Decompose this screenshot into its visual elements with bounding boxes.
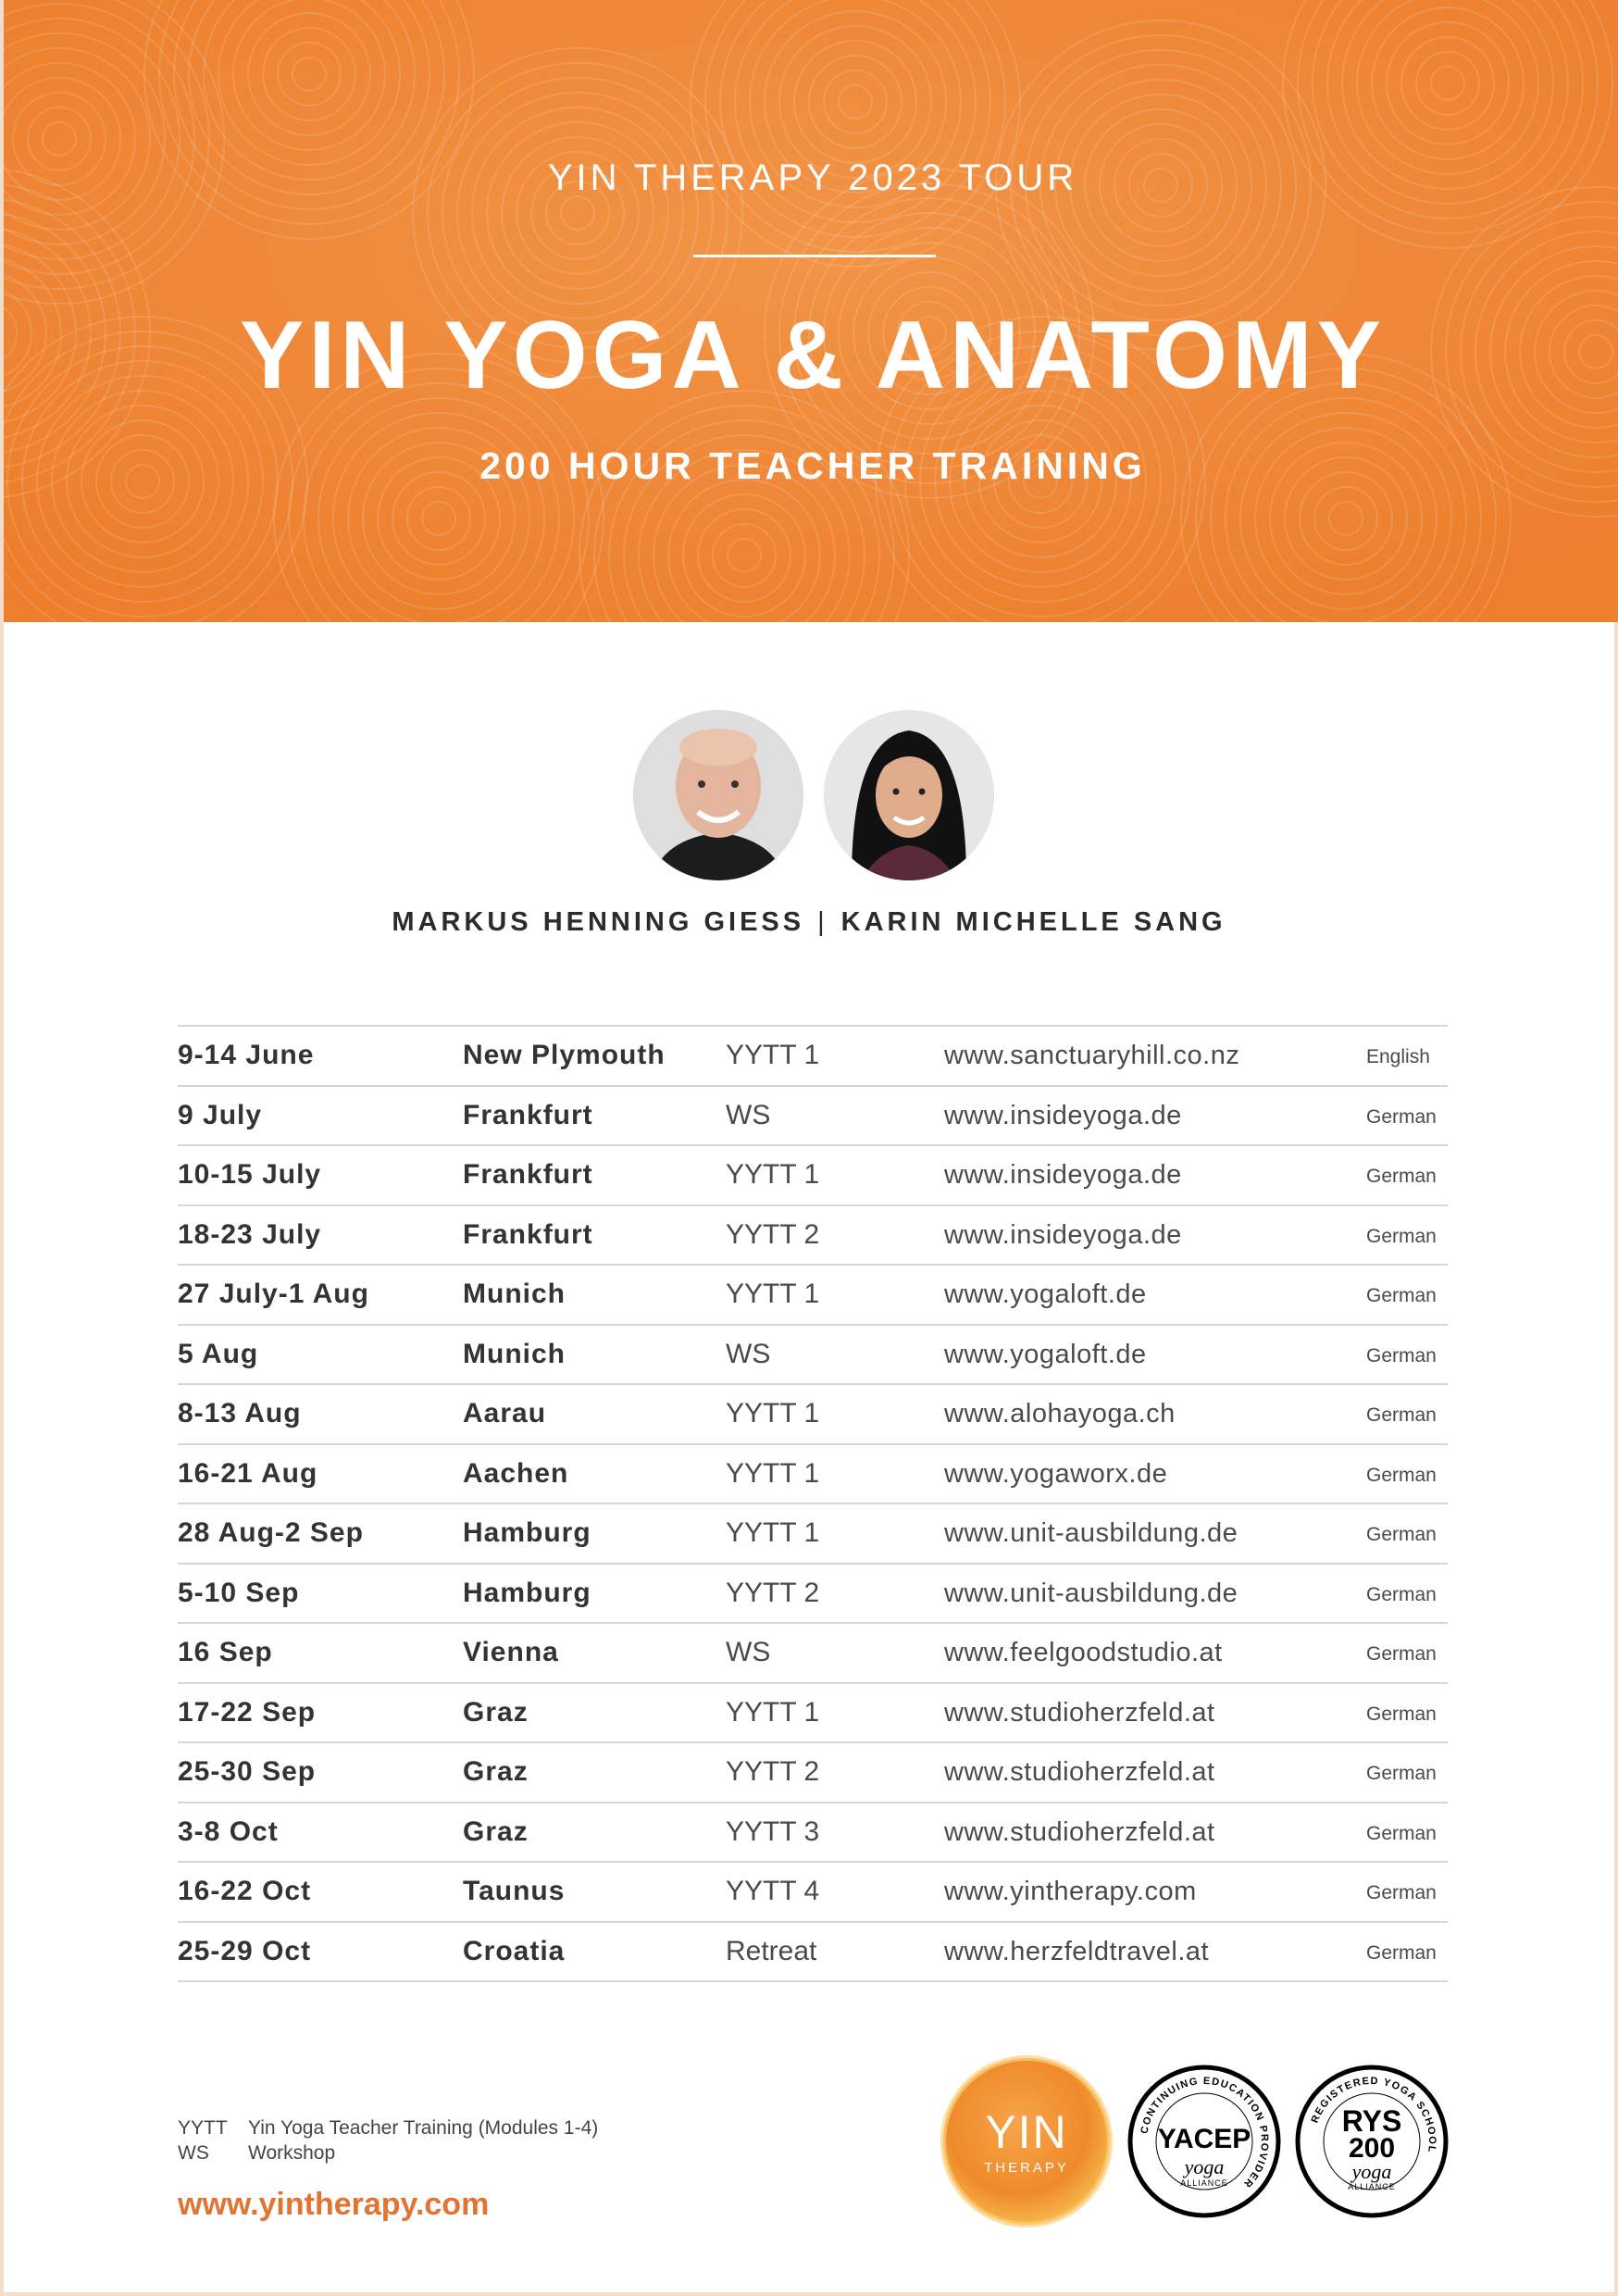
url-link[interactable]: www.unit-ausbildung.de bbox=[944, 1518, 1238, 1548]
url-link[interactable]: www.feelgoodstudio.at bbox=[944, 1638, 1223, 1667]
city-cell: Croatia bbox=[463, 1935, 566, 1966]
city-cell: Frankfurt bbox=[463, 1159, 593, 1190]
url-link[interactable]: www.studioherzfeld.at bbox=[944, 1757, 1215, 1787]
type-cell: YYTT 1 bbox=[726, 1457, 820, 1489]
language-cell: German bbox=[1366, 1822, 1437, 1844]
type-cell: YYTT 1 bbox=[726, 1517, 820, 1548]
yin-logo-text: YIN bbox=[985, 2106, 1068, 2158]
language-cell: German bbox=[1366, 1643, 1437, 1665]
url-link[interactable]: www.studioherzfeld.at bbox=[944, 1697, 1215, 1728]
url-link[interactable]: www.insideyoga.de bbox=[944, 1100, 1182, 1130]
city-cell: New Plymouth bbox=[463, 1040, 666, 1070]
date-cell: 25-29 Oct bbox=[178, 1935, 312, 1966]
table-row bbox=[178, 1324, 1448, 1384]
url-link[interactable]: www.unit-ausbildung.de bbox=[944, 1578, 1238, 1608]
rys-text: RYS bbox=[1341, 2104, 1402, 2138]
city-cell: Aarau bbox=[463, 1398, 547, 1429]
date-cell: 9 July bbox=[178, 1099, 263, 1130]
teacher-name-2: KARIN MICHELLE SANG bbox=[840, 907, 1226, 937]
divider-line bbox=[693, 255, 936, 257]
website-link[interactable]: www.yintherapy.com bbox=[178, 2187, 490, 2222]
rys-200-badge bbox=[1295, 2065, 1449, 2218]
type-cell: YYTT 1 bbox=[726, 1040, 820, 1070]
language-cell: German bbox=[1366, 1105, 1437, 1128]
type-cell: WS bbox=[726, 1099, 771, 1130]
date-cell: 9-14 June bbox=[178, 1040, 315, 1070]
yin-therapy-logo bbox=[939, 2053, 1114, 2229]
language-cell: German bbox=[1366, 1583, 1437, 1605]
legend-row-ws bbox=[178, 2140, 598, 2165]
table-row bbox=[178, 1383, 1448, 1443]
city-cell: Frankfurt bbox=[463, 1218, 593, 1250]
url-link[interactable]: www.sanctuaryhill.co.nz bbox=[944, 1041, 1240, 1070]
city-cell: Hamburg bbox=[463, 1517, 591, 1548]
url-link[interactable]: www.herzfeldtravel.at bbox=[944, 1936, 1210, 1966]
city-cell: Aachen bbox=[463, 1457, 569, 1489]
tour-heading: YIN THERAPY 2023 TOUR bbox=[547, 157, 1078, 198]
language-cell: German bbox=[1366, 1225, 1437, 1247]
language-cell: German bbox=[1366, 1344, 1437, 1366]
date-cell: 10-15 July bbox=[178, 1159, 322, 1190]
legend-text: Yin Yoga Teacher Training (Modules 1-4) bbox=[248, 2117, 599, 2139]
yacep-text: YACEP bbox=[1157, 2124, 1251, 2154]
table-row bbox=[178, 1443, 1448, 1504]
language-cell: German bbox=[1366, 1464, 1437, 1486]
url-link[interactable]: www.studioherzfeld.at bbox=[944, 1816, 1215, 1847]
header-banner bbox=[4, 0, 1618, 622]
date-cell: 17-22 Sep bbox=[178, 1696, 317, 1728]
table-row bbox=[178, 1204, 1448, 1265]
table-row bbox=[178, 1563, 1448, 1623]
type-cell: WS bbox=[726, 1637, 771, 1667]
language-cell: English bbox=[1366, 1046, 1430, 1067]
city-cell: Munich bbox=[463, 1279, 566, 1309]
date-cell: 16-21 Aug bbox=[178, 1457, 318, 1489]
url-link[interactable]: www.yogaloft.de bbox=[944, 1339, 1147, 1369]
date-cell: 16 Sep bbox=[178, 1637, 273, 1667]
avatar-karin bbox=[824, 710, 994, 880]
legend-text: Workshop bbox=[248, 2142, 336, 2164]
rys-alliance-text: ALLIANCE bbox=[1348, 2182, 1396, 2191]
page-title: YIN YOGA & ANATOMY bbox=[240, 302, 1386, 409]
date-cell: 16-22 Oct bbox=[178, 1876, 312, 1906]
type-cell: YYTT 2 bbox=[726, 1218, 820, 1250]
therapy-logo-text: THERAPY bbox=[984, 2160, 1069, 2176]
language-cell: German bbox=[1366, 1941, 1437, 1964]
url-link[interactable]: www.yogaworx.de bbox=[944, 1458, 1168, 1489]
table-row bbox=[178, 1144, 1448, 1204]
language-cell: German bbox=[1366, 1524, 1437, 1545]
city-cell: Graz bbox=[463, 1696, 529, 1728]
language-cell: German bbox=[1366, 1404, 1437, 1426]
legend-abbr: YYTT bbox=[178, 2117, 228, 2139]
url-link[interactable]: www.yintherapy.com bbox=[944, 1877, 1197, 1906]
city-cell: Graz bbox=[463, 1756, 529, 1787]
table-row bbox=[178, 1264, 1448, 1324]
rys-yoga-text: yoga bbox=[1351, 2160, 1392, 2183]
legend-row-yytt bbox=[178, 2115, 598, 2140]
city-cell: Vienna bbox=[463, 1637, 559, 1667]
date-cell: 5 Aug bbox=[178, 1338, 259, 1369]
table-row bbox=[178, 1741, 1448, 1802]
city-cell: Graz bbox=[463, 1816, 529, 1847]
date-cell: 28 Aug-2 Sep bbox=[178, 1517, 364, 1548]
date-cell: 25-30 Sep bbox=[178, 1756, 317, 1787]
table-row bbox=[178, 1085, 1448, 1145]
city-cell: Taunus bbox=[463, 1876, 566, 1906]
page-subtitle: 200 HOUR TEACHER TRAINING bbox=[479, 444, 1146, 487]
language-cell: German bbox=[1366, 1703, 1437, 1725]
table-row bbox=[178, 1682, 1448, 1742]
table-row bbox=[178, 1861, 1448, 1921]
type-cell: YYTT 1 bbox=[726, 1279, 820, 1309]
yacep-yoga-text: yoga bbox=[1184, 2155, 1225, 2178]
language-cell: German bbox=[1366, 1166, 1437, 1187]
city-cell: Hamburg bbox=[463, 1577, 591, 1608]
yacep-alliance-text: ALLIANCE bbox=[1180, 2178, 1228, 2188]
table-row bbox=[178, 1921, 1448, 1983]
type-cell: YYTT 1 bbox=[726, 1398, 820, 1429]
legend-abbr: WS bbox=[178, 2142, 209, 2164]
date-cell: 27 July-1 Aug bbox=[178, 1279, 369, 1309]
legend bbox=[178, 2115, 598, 2165]
teacher-name-1: MARKUS HENNING GIESS bbox=[392, 907, 805, 937]
table-row bbox=[178, 1622, 1448, 1682]
type-cell: YYTT 2 bbox=[726, 1756, 820, 1787]
name-separator: | bbox=[817, 907, 828, 937]
date-cell: 3-8 Oct bbox=[178, 1816, 279, 1847]
date-cell: 8-13 Aug bbox=[178, 1398, 302, 1429]
language-cell: German bbox=[1366, 1285, 1437, 1306]
date-cell: 18-23 July bbox=[178, 1218, 322, 1250]
type-cell: Retreat bbox=[726, 1935, 817, 1966]
date-cell: 5-10 Sep bbox=[178, 1577, 300, 1608]
teacher-names bbox=[4, 907, 1614, 938]
url-link[interactable]: www.insideyoga.de bbox=[944, 1160, 1182, 1190]
language-cell: German bbox=[1366, 1882, 1437, 1903]
type-cell: YYTT 3 bbox=[726, 1816, 820, 1847]
url-link[interactable]: www.insideyoga.de bbox=[944, 1219, 1182, 1250]
language-cell: German bbox=[1366, 1763, 1437, 1784]
type-cell: YYTT 4 bbox=[726, 1876, 820, 1906]
city-cell: Frankfurt bbox=[463, 1099, 593, 1130]
url-link[interactable]: www.alohayoga.ch bbox=[944, 1399, 1176, 1429]
url-link[interactable]: www.yogaloft.de bbox=[944, 1279, 1147, 1309]
table-row bbox=[178, 1503, 1448, 1563]
yacep-ring-text: CONTINUING EDUCATION PROVIDER bbox=[1139, 2075, 1271, 2190]
table-row bbox=[178, 1802, 1448, 1862]
schedule-table bbox=[178, 1025, 1448, 1982]
rys-ring-text: REGISTERED YOGA SCHOOL bbox=[1309, 2075, 1438, 2154]
type-cell: YYTT 1 bbox=[726, 1696, 820, 1728]
type-cell: YYTT 1 bbox=[726, 1159, 820, 1190]
avatar-markus bbox=[633, 710, 803, 880]
table-row bbox=[178, 1025, 1448, 1085]
yacep-badge bbox=[1127, 2065, 1281, 2218]
city-cell: Munich bbox=[463, 1338, 566, 1369]
rys-200-text: 200 bbox=[1348, 2133, 1396, 2164]
type-cell: WS bbox=[726, 1338, 771, 1369]
type-cell: YYTT 2 bbox=[726, 1577, 820, 1608]
